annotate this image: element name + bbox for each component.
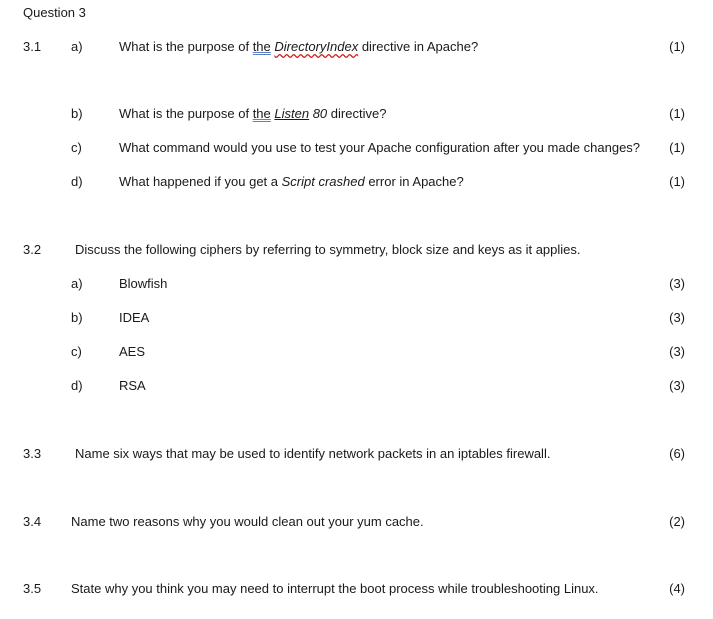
cipher-marks: (3) [669,378,685,393]
marks-3-5: (4) [669,581,685,596]
sub-letter-a: a) [71,39,83,54]
question-text-3-4: Name two reasons why you would clean out your yum cache. [71,514,424,529]
question-number-3-4: 3.4 [23,514,42,529]
question-title: Question 3 [23,5,86,20]
text-part: What happened if you get a [119,174,282,189]
question-number-3-1: 3.1 [23,39,42,54]
text-part: What is the purpose of [119,39,253,54]
term-script-crashed: Script crashed [281,174,365,189]
question-text-3-3: Name six ways that may be used to identify network packets in an iptables firewall. [75,446,551,461]
cipher-name: IDEA [119,310,150,325]
term-port: 80 [309,106,328,121]
cipher-marks: (3) [669,276,685,291]
cipher-letter: a) [71,276,83,291]
question-number-3-3: 3.3 [23,446,42,461]
question-text-3-2: Discuss the following ciphers by referring to symmetry, block size and keys as it applies. [75,242,581,257]
text-part: directive in Apache? [358,39,479,54]
cipher-letter: c) [71,344,82,359]
cipher-name: Blowfish [119,276,168,291]
question-number-3-5: 3.5 [23,581,42,596]
question-text-3-5: State why you think you may need to interrupt the boot process while troubleshooting Linux. [71,581,599,596]
cipher-marks: (3) [669,310,685,325]
cipher-letter: d) [71,378,83,393]
marks-3-1b: (1) [669,106,685,121]
text-part: What is the purpose of [119,106,253,121]
term-listen: Listen [274,106,310,121]
marks-3-1a: (1) [669,39,685,54]
question-text-3-1b [119,106,386,122]
text-part-the: the [252,106,271,121]
cipher-name: RSA [119,378,146,393]
sub-letter-d: d) [71,174,83,189]
cipher-name: AES [119,344,146,359]
cipher-marks: (3) [669,344,685,359]
sub-letter-c: c) [71,140,82,155]
question-text-3-1a [119,39,478,55]
cipher-letter: b) [71,310,83,325]
text-part: error in Apache? [364,174,464,189]
question-text-3-1d [119,174,464,190]
text-part-the: the [252,39,271,54]
marks-3-1d: (1) [669,174,685,189]
question-number-3-2: 3.2 [23,242,42,257]
marks-3-1c: (1) [669,140,685,155]
text-part: directive? [327,106,387,121]
marks-3-4: (2) [669,514,685,529]
sub-letter-b: b) [71,106,83,121]
term-directoryindex: DirectoryIndex [274,39,359,54]
marks-3-3: (6) [669,446,685,461]
question-text-3-1c: What command would you use to test your Apache configuration after you made changes? [119,140,641,155]
